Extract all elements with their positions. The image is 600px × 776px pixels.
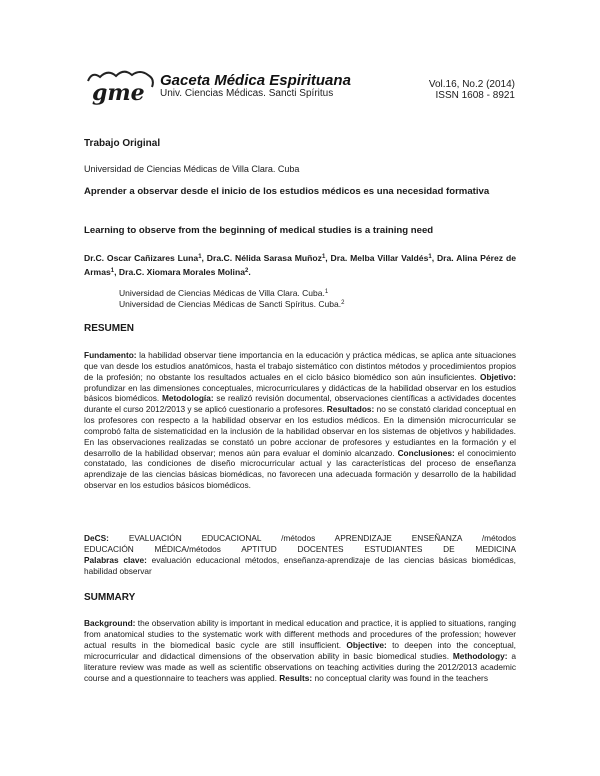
author: Dra.C. Nélida Sarasa Muñoz <box>206 253 322 263</box>
author-affiliation-mark: 1 <box>110 267 115 274</box>
affiliation-1: Universidad de Ciencias Médicas de Villa Clara. Cuba.$^1$ <box>119 288 329 298</box>
decs-line-2: EDUCACIÓN MÉDICA/métodos APTITUD DOCENTES ESTUDIANTES DE MEDICINA <box>84 543 516 554</box>
journal-logo <box>86 69 156 105</box>
journal-subtitle: Univ. Ciencias Médicas. Sancti Spíritus <box>160 88 334 99</box>
title-english: Learning to observe from the beginning of medical studies is a training need <box>84 225 434 236</box>
volume-info: Vol.16, No.2 (2014) <box>428 79 515 90</box>
journal-title: Gaceta Médica Espirituana <box>160 72 351 89</box>
institution: Universidad de Ciencias Médicas de Villa Clara. Cuba <box>84 164 300 174</box>
issn-info: ISSN 1608 - 8921 <box>435 90 515 101</box>
author: Dra.C. Xiomara Morales Molina <box>118 266 245 277</box>
title-spanish: Aprender a observar desde el inicio de los estudios médicos es una necesidad formativa <box>84 186 490 197</box>
decs-line-1: DeCS: EVALUACIÓN EDUCACIONAL /métodos APRENDIZAJE ENSEÑANZA /métodos <box>84 533 516 543</box>
author: Dra. Melba Villar Valdés <box>330 253 429 263</box>
section-type: Trabajo Original <box>84 138 161 149</box>
keywords-block <box>84 533 516 576</box>
author-affiliation-mark: 1 <box>428 254 432 260</box>
affiliation-2: Universidad de Ciencias Médicas de Sancti Spíritus. Cuba.$^2$ <box>119 299 345 309</box>
logo-text: gme <box>92 80 145 105</box>
author-affiliation-mark: 1 <box>198 254 202 260</box>
author-affiliation-mark: 2 <box>244 267 249 274</box>
resumen-heading: RESUMEN <box>84 323 135 334</box>
author-affiliation-mark: 1 <box>321 254 326 260</box>
author: Dra. Alina Pérez de Armas <box>84 253 516 277</box>
summary-heading: SUMMARY <box>84 592 136 603</box>
author: Dr.C. Oscar Cañizares Luna <box>84 253 199 263</box>
palabras-clave: Palabras clave: evaluación educacional métodos, enseñanza-aprendizaje de las ciencias básicas biomédicas, habilidad observar <box>84 554 516 576</box>
summary-paragraph: Background: the observation ability is important in medical education and practice, it is applied to situations, ranging from anatomical studies to the systematic work with different methods and procedures of the profession; however actual results in the biomedical basic cycle are still insufficient. Objective: to deepen into the conceptual, microcurricular and didactical dimensions of the observation ability in basic biomedical studies. Methodology: a literature review was made as well as scientific observations on teaching activities during the 2012/2013 academic course and a questionnaire to teachers was applied. Results: no conceptual clarity was found in the teachers <box>84 618 516 683</box>
resumen-paragraph: Fundamento: la habilidad observar tiene importancia en la educación y práctica médicas, se aplica ante situaciones que van desde los estudios anatómicos, hasta el trabajo sistemático con distintos métodos y procedimientos propios de la profesión; no obstante los resultados actuales en el ciclo básico biomédico son aún insuficientes. Objetivo: profundizar en las dimensiones conceptuales, microcurriculares y didácticas de la habilidad observar en los estudios básicos biomédicos. Metodología: se realizó revisión documental, observaciones científicas a actividades docentes durante el curso 2012/2013 y se aplicó cuestionario a profesores. Resultados: no se constató claridad conceptual en los profesores con respecto a la habilidad observar en los estudios médicos. En la dimensión microcurricular se comprobó falta de sistematicidad en la inclusión de la habilidad observar en los sistemas de objetivos y habilidades. En las observaciones realizadas se constató un pobre accionar de profesores y estudiantes en la formación y el desarrollo de la habilidad observar; menos aún para evaluar el dominio alcanzado. Conclusiones: el conocimiento constatado, las condiciones de diseño microcurricular actual y las características del proceso de enseñanza aprendizaje de las ciencias básicas biomédicas, no favorecen una adecuada formación y desarrollo de la habilidad observar en los estudios básicos biomédicos. <box>84 350 516 491</box>
author-list: Dr.C. Oscar Cañizares Luna$^1$, Dra.C. Nélida Sarasa Muñoz$^1$, Dra. Melba Villar Valdés$^1$, Dra. Alina Pérez de Armas$^1$, Dra.C. Xiomara Morales Molina$^2$. <box>84 253 516 277</box>
